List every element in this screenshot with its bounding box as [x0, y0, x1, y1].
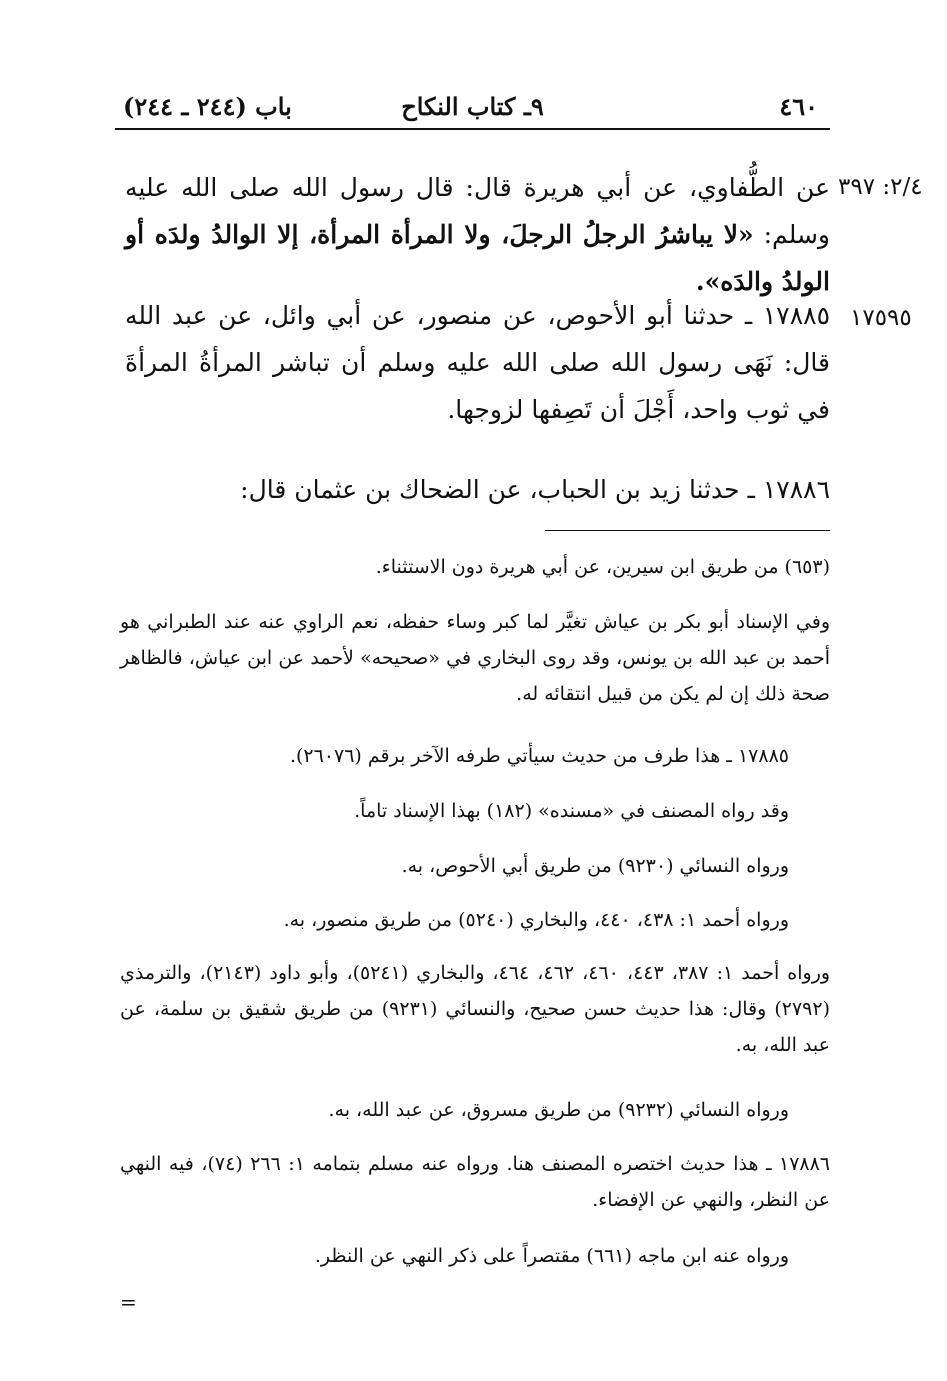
running-head — [115, 88, 830, 130]
footnote: وفي الإسناد أبو بكر بن عياش تغيَّر لما كبر وساء حفظه، نعم الراوي عنه عند الطبراني هو أحمد بن عبد الله بن يونس، وقد روى البخاري في «صحيحه» لأحمد عن ابن عياش، فالظاهر صحة ذلك إن لم يكن من قبيل انتقائه له. — [120, 611, 830, 705]
footnote: ورواه عنه ابن ماجه (٦٦١) مقتصراً على ذكر النهي عن النظر. — [314, 1245, 789, 1267]
margin-reference: ٢/٤: ٣٩٧ — [838, 174, 923, 200]
footnote: ورواه أحمد ١: ٣٨٧، ٤٤٣، ٤٦٠، ٤٦٢، ٤٦٤، والبخاري (٥٢٤١)، وأبو داود (٢١٤٣)، والترمذي (٢٧٩٢) وقال: هذا حديث حسن صحيح، والنسائي (٩٢٣١) من طريق شقيق بن سلمة، عن عبد الله، به. — [120, 962, 831, 1056]
footnote: ورواه أحمد ١: ٤٣٨، ٤٤٠، والبخاري (٥٢٤٠) من طريق منصور، به. — [283, 909, 789, 931]
footnote: ورواه النسائي (٩٢٣٢) من طريق مسروق، عن عبد الله، به. — [328, 1099, 789, 1121]
footnote: وقد رواه المصنف في «مسنده» (١٨٢) بهذا الإسناد تاماً. — [354, 800, 789, 822]
main-paragraph-1 — [125, 164, 830, 305]
main-paragraph-3: ١٧٨٨٦ ـ حدثنا زيد بن الحباب، عن الضحاك بن عثمان قال: — [240, 475, 830, 504]
continuation-mark: = — [120, 1290, 137, 1314]
chapter-range: باب (٢٤٤ ـ ٢٤٤) — [123, 92, 292, 121]
footnote: ١٧٨٨٦ ـ هذا حديث اختصره المصنف هنا. ورواه عنه مسلم بتمامه ١: ٢٦٦ (٧٤)، فيه النهي عن النظر، والنهي عن الإفضاء. — [120, 1153, 831, 1211]
hadith-quote: «لا يباشرُ الرجلُ الرجلَ، ولا المرأة المرأة، إلا الوالدُ ولدَه أو الولدُ والدَه». — [125, 220, 830, 296]
footnote-separator — [545, 530, 830, 531]
margin-reference: ١٧٥٩٥ — [850, 305, 912, 331]
footnote: (٦٥٣) من طريق ابن سيرين، عن أبي هريرة دون الاستثناء. — [375, 556, 830, 578]
main-paragraph-2: ١٧٨٨٥ ـ حدثنا أبو الأحوص، عن منصور، عن أبي وائل، عن عبد الله قال: نَهَى رسول الله صلى الله عليه وسلم أن تباشر المرأةُ المرأةَ في ثوب واحد، أَجْلَ أن تَصِفها لزوجها. — [125, 301, 830, 424]
main-text-plain: عن الطُّفاوي، عن أبي هريرة قال: قال رسول الله صلى الله عليه وسلم: — [125, 173, 830, 249]
footnote: ١٧٨٨٥ ـ هذا طرف من حديث سيأتي طرفه الآخر برقم (٢٦٠٧٦). — [289, 745, 789, 767]
book-title: ٩ـ كتاب النكاح — [401, 92, 544, 121]
page-number: ٤٦٠ — [779, 92, 818, 121]
footnote: ورواه النسائي (٩٢٣٠) من طريق أبي الأحوص، به. — [401, 855, 789, 877]
